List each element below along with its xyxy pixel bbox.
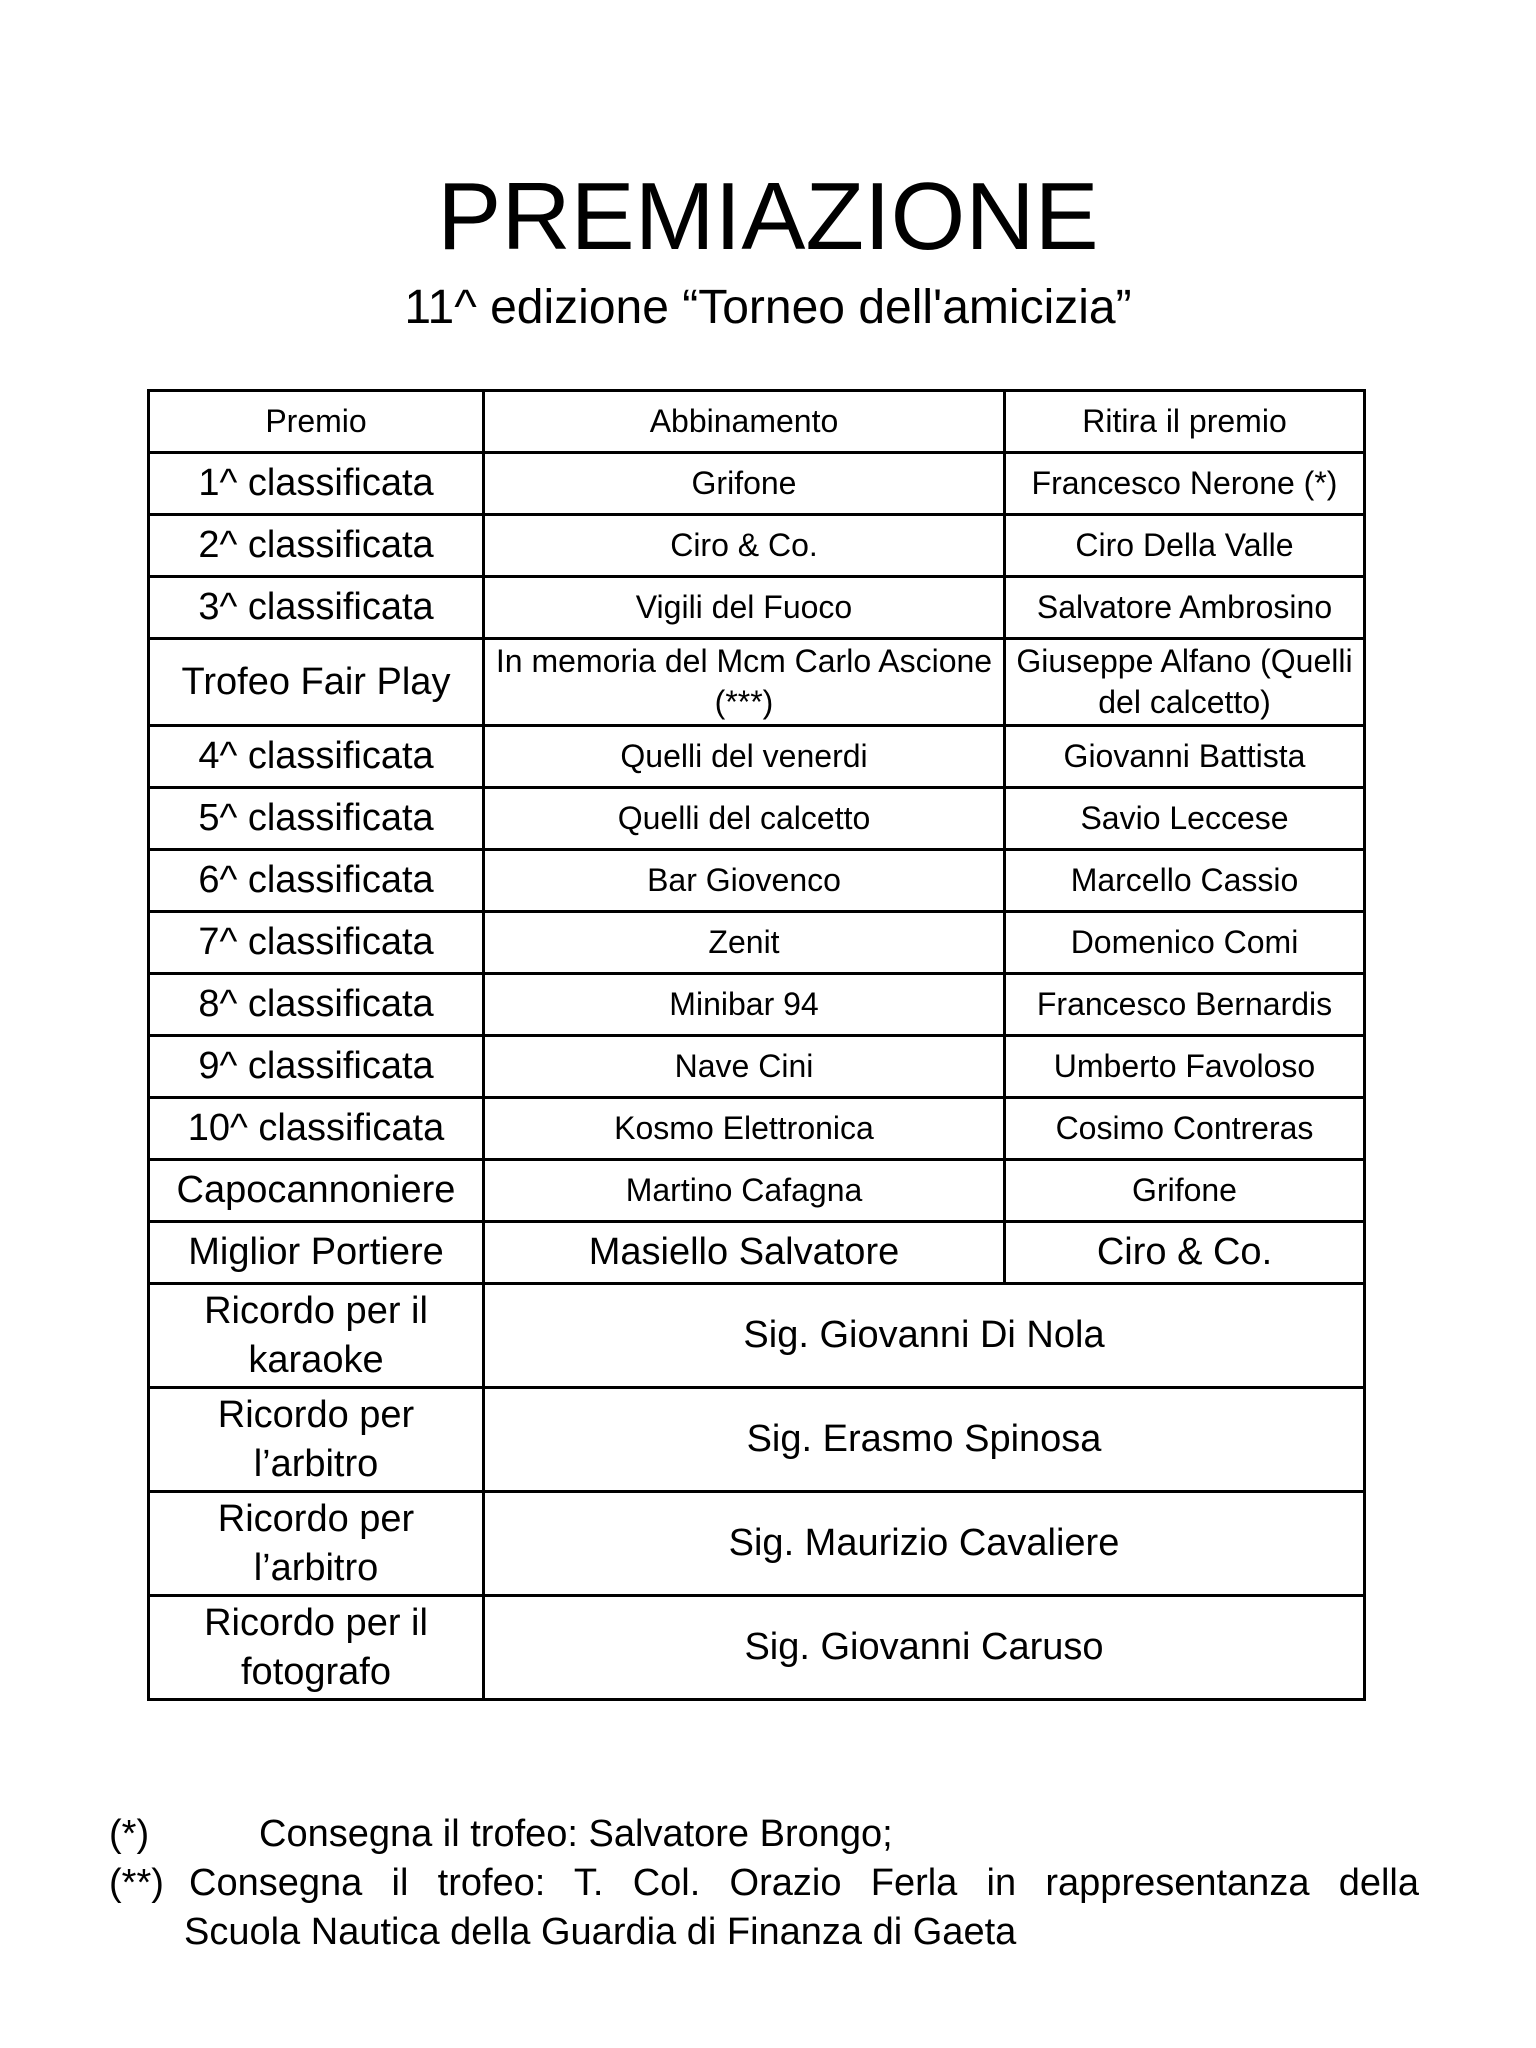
abbinamento-cell: Minibar 94 xyxy=(484,974,1005,1036)
header-ritira: Ritira il premio xyxy=(1005,391,1365,453)
table-row-merged xyxy=(149,1492,1365,1596)
prize-cell: 9^ classificata xyxy=(149,1036,484,1098)
table-row xyxy=(149,788,1365,850)
recipient-cell: Sig. Giovanni Caruso xyxy=(484,1596,1365,1700)
footnotes xyxy=(109,1810,1419,1957)
footnote-mark: (**) xyxy=(109,1862,164,1904)
footnote-1 xyxy=(109,1810,1419,1859)
footnote-text: Scuola Nautica della Guardia di Finanza di Gaeta xyxy=(184,1911,1017,1953)
ritira-cell: Ciro & Co. xyxy=(1005,1222,1365,1284)
ritira-cell: Ciro Della Valle xyxy=(1005,515,1365,577)
recipient-cell: Sig. Erasmo Spinosa xyxy=(484,1388,1365,1492)
page-title: PREMIAZIONE xyxy=(437,163,1099,270)
abbinamento-cell: Ciro & Co. xyxy=(484,515,1005,577)
prize-cell: 4^ classificata xyxy=(149,726,484,788)
table-row-merged xyxy=(149,1388,1365,1492)
table-row xyxy=(149,1160,1365,1222)
header-premio: Premio xyxy=(149,391,484,453)
ritira-cell: Marcello Cassio xyxy=(1005,850,1365,912)
awards-table xyxy=(147,389,1366,1701)
header-abbinamento: Abbinamento xyxy=(484,391,1005,453)
table-header-row xyxy=(149,391,1365,453)
prize-cell: 2^ classificata xyxy=(149,515,484,577)
table-row xyxy=(149,726,1365,788)
abbinamento-cell: Quelli del calcetto xyxy=(484,788,1005,850)
prize-cell: 10^ classificata xyxy=(149,1098,484,1160)
abbinamento-cell: Nave Cini xyxy=(484,1036,1005,1098)
ritira-cell: Francesco Bernardis xyxy=(1005,974,1365,1036)
table-row xyxy=(149,1036,1365,1098)
table-row xyxy=(149,974,1365,1036)
prize-cell: Capocannoniere xyxy=(149,1160,484,1222)
ritira-cell: Umberto Favoloso xyxy=(1005,1036,1365,1098)
table-row-merged xyxy=(149,1284,1365,1388)
ritira-cell: Cosimo Contreras xyxy=(1005,1098,1365,1160)
prize-cell: 1^ classificata xyxy=(149,453,484,515)
ritira-cell: Giovanni Battista xyxy=(1005,726,1365,788)
recipient-cell: Sig. Maurizio Cavaliere xyxy=(484,1492,1365,1596)
table-row xyxy=(149,577,1365,639)
footnote-text: Consegna il trofeo: Salvatore Brongo; xyxy=(259,1813,893,1855)
prize-cell: Trofeo Fair Play xyxy=(149,639,484,726)
abbinamento-cell: Martino Cafagna xyxy=(484,1160,1005,1222)
prize-cell: Ricordo per il karaoke xyxy=(149,1284,484,1388)
table-row xyxy=(149,1098,1365,1160)
table-row xyxy=(149,453,1365,515)
abbinamento-cell: Vigili del Fuoco xyxy=(484,577,1005,639)
ritira-cell: Salvatore Ambrosino xyxy=(1005,577,1365,639)
abbinamento-cell: Quelli del venerdi xyxy=(484,726,1005,788)
abbinamento-cell: Kosmo Elettronica xyxy=(484,1098,1005,1160)
prize-cell: Miglior Portiere xyxy=(149,1222,484,1284)
table-row xyxy=(149,1222,1365,1284)
table-row xyxy=(149,850,1365,912)
ritira-cell: Francesco Nerone (*) xyxy=(1005,453,1365,515)
table-row xyxy=(149,515,1365,577)
prize-cell: 7^ classificata xyxy=(149,912,484,974)
recipient-cell: Sig. Giovanni Di Nola xyxy=(484,1284,1365,1388)
table-row xyxy=(149,912,1365,974)
footnote-text: Consegna il trofeo: T. Col. Orazio Ferla in rappresentanza della xyxy=(189,1862,1419,1904)
prize-cell: 6^ classificata xyxy=(149,850,484,912)
page-subtitle: 11^ edizione “Torneo dell'amicizia” xyxy=(404,281,1132,334)
ritira-cell: Grifone xyxy=(1005,1160,1365,1222)
prize-cell: Ricordo per il fotografo xyxy=(149,1596,484,1700)
ritira-cell: Savio Leccese xyxy=(1005,788,1365,850)
table-row xyxy=(149,639,1365,726)
abbinamento-cell: Bar Giovenco xyxy=(484,850,1005,912)
table-row-merged xyxy=(149,1596,1365,1700)
footnote-2-continuation xyxy=(109,1908,1419,1957)
footnote-2 xyxy=(109,1859,1419,1908)
abbinamento-cell: Grifone xyxy=(484,453,1005,515)
footnote-mark: (*) xyxy=(109,1813,150,1855)
prize-cell: 8^ classificata xyxy=(149,974,484,1036)
abbinamento-cell: In memoria del Mcm Carlo Ascione (***) xyxy=(484,639,1005,726)
abbinamento-cell: Zenit xyxy=(484,912,1005,974)
prize-cell: 3^ classificata xyxy=(149,577,484,639)
abbinamento-cell: Masiello Salvatore xyxy=(484,1222,1005,1284)
prize-cell: Ricordo per l’arbitro xyxy=(149,1492,484,1596)
prize-cell: Ricordo per l’arbitro xyxy=(149,1388,484,1492)
ritira-cell: Giuseppe Alfano (Quelli del calcetto) xyxy=(1005,639,1365,726)
prize-cell: 5^ classificata xyxy=(149,788,484,850)
ritira-cell: Domenico Comi xyxy=(1005,912,1365,974)
